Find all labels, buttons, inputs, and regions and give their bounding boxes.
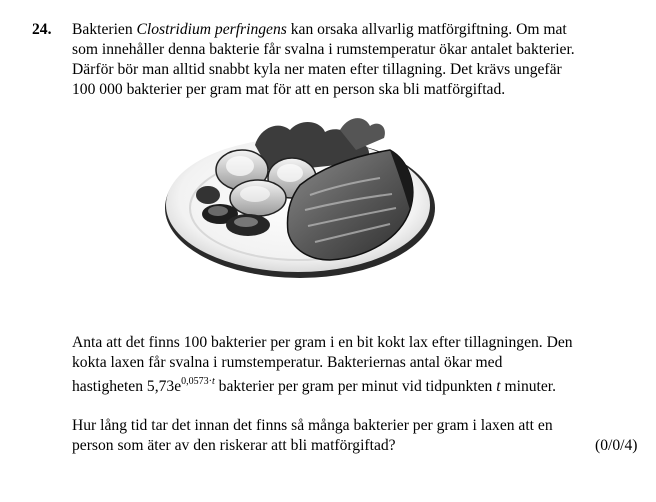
body-line-2: kokta laxen får svalna i rumstemperatur. Bakteriernas antal ökar med xyxy=(72,354,503,371)
intro-line-1: Bakterien Clostridium perfringens kan orsaka allvarlig matförgiftning. Om mat xyxy=(72,21,567,38)
question-line-2: person som äter av den riskerar att bli matförgiftad? xyxy=(72,437,396,454)
question-text xyxy=(72,416,642,456)
body-line-1: Anta att det finns 100 bakterier per gram i en bit kokt lax efter tillagningen. Den xyxy=(72,334,573,351)
intro-text xyxy=(72,20,632,100)
problem-text xyxy=(72,333,642,397)
points-badge: (0/0/4) xyxy=(595,437,638,454)
intro-line-2: som innehåller denna bakterie får svalna i rumstemperatur ökar antalet bakterier. xyxy=(72,41,575,58)
intro-line-4: 100 000 bakterier per gram mat för att en person ska bli matförgiftad. xyxy=(72,81,506,98)
plate-drawing xyxy=(160,110,450,285)
bacteria-name: Clostridium perfringens xyxy=(136,21,287,38)
question-line-1: Hur lång tid tar det innan det finns så många bakterier per gram i laxen att en xyxy=(72,417,553,434)
exponent: 0,0573·t xyxy=(181,376,215,387)
rate-line: hastigheten $5,73e^{0,0573\cdot t}$ bakterier per gram per minut vid tidpunkten t minuter. xyxy=(72,376,557,395)
question-number: 24. xyxy=(32,21,52,38)
intro-line-3: Därför bör man alltid snabbt kyla ner maten efter tillagning. Det krävs ungefär xyxy=(72,61,562,78)
salmon-plate-illustration xyxy=(160,110,450,285)
